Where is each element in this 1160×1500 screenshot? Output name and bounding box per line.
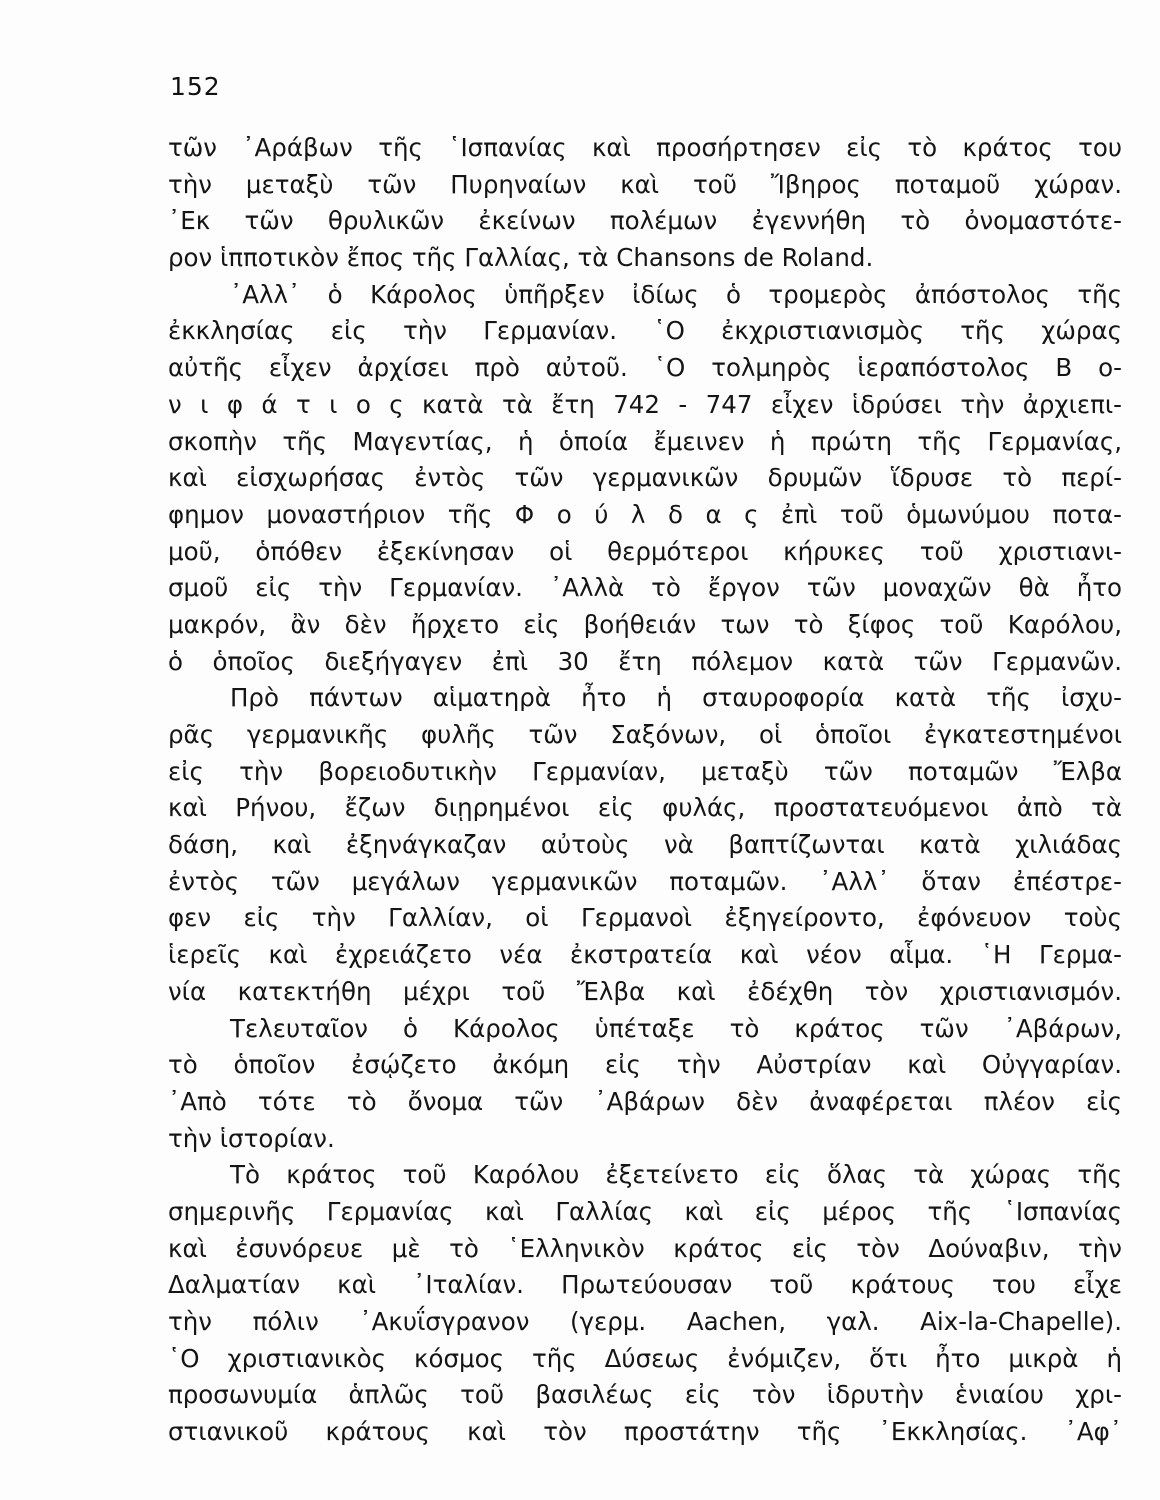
text-line: μακρόν, ἂν δὲν ἤρχετο εἰς βοήθειάν των τὸ ξίφος τοῦ Καρόλου, xyxy=(168,609,1122,639)
text-line: ἱερεῖς καὶ ἐχρειάζετο νέα ἐκστρατεία καὶ νέον αἷμα. ῾Η Γερμα- xyxy=(168,940,1122,970)
text-line: ὁ ὁποῖος διεξήγαγεν ἐπὶ 30 ἔτη πόλεμον κατὰ τῶν Γερμανῶν. xyxy=(168,646,1122,676)
text-line: καὶ εἰσχωρήσας ἐντὸς τῶν γερμανικῶν δρυμῶν ἵδρυσε τὸ περί- xyxy=(168,463,1122,493)
text-line: προσωνυμία ἁπλῶς τοῦ βασιλέως εἰς τὸν ἱδρυτὴν ἑνιαίου χρι- xyxy=(168,1380,1122,1410)
text-line: ν ι φ ά τ ι ο ς κατὰ τὰ ἔτη 742 - 747 εἶχεν ἱδρύσει τὴν ἀρχιεπι- xyxy=(168,389,1122,419)
text-line: ᾿Αλλ᾿ ὁ Κάρολος ὑπῆρξεν ἰδίως ὁ τρομερὸς ἀπόστολος τῆς xyxy=(230,279,1122,309)
text-line: αὐτῆς εἶχεν ἀρχίσει πρὸ αὐτοῦ. ῾Ο τολμηρὸς ἱεραπόστολος Β ο- xyxy=(168,353,1122,383)
text-line: φημον μοναστήριον τῆς Φ ο ύ λ δ α ς ἐπὶ τοῦ ὁμωνύμου ποτα- xyxy=(168,499,1122,529)
text-line: ῾Ο χριστιανικὸς κόσμος τῆς Δύσεως ἐνόμιζεν, ὅτι ἦτο μικρὰ ἡ xyxy=(168,1343,1122,1373)
text-line: εἰς τὴν βορειοδυτικὴν Γερμανίαν, μεταξὺ τῶν ποταμῶν Ἔλβα xyxy=(168,756,1122,786)
text-line: ἐντὸς τῶν μεγάλων γερμανικῶν ποταμῶν. ᾿Αλλ᾿ ὅταν ἐπέστρε- xyxy=(168,866,1122,896)
text-line: καὶ ἐσυνόρευε μὲ τὸ ῾Ελληνικὸν κράτος εἰς τὸν Δούναβιν, τὴν xyxy=(168,1233,1122,1263)
text-line: μοῦ, ὁπόθεν ἐξεκίνησαν οἱ θερμότεροι κήρυκες τοῦ χριστιανι- xyxy=(168,536,1122,566)
page-number: 152 xyxy=(170,72,221,101)
text-line: σημερινῆς Γερμανίας καὶ Γαλλίας καὶ εἰς μέρος τῆς ῾Ισπανίας xyxy=(168,1196,1122,1226)
text-line: τὴν ἱστορίαν. xyxy=(168,1123,335,1153)
text-line: τὴν μεταξὺ τῶν Πυρηναίων καὶ τοῦ Ἴβηρος ποταμοῦ χώραν. xyxy=(168,169,1122,199)
text-line: τῶν ᾿Αράβων τῆς ῾Ισπανίας καὶ προσήρτησεν εἰς τὸ κράτος του xyxy=(168,133,1122,162)
text-line: δάση, καὶ ἐξηνάγκαζαν αὐτοὺς νὰ βαπτίζωνται κατὰ χιλιάδας xyxy=(168,830,1122,860)
text-line: Πρὸ πάντων αἱματηρὰ ἦτο ἡ σταυροφορία κατὰ τῆς ἰσχυ- xyxy=(230,683,1122,713)
text-line: Τελευταῖον ὁ Κάρολος ὑπέταξε τὸ κράτος τῶν ᾿Αβάρων, xyxy=(230,1013,1122,1043)
body-text xyxy=(168,130,1122,1451)
text-line: ᾿Εκ τῶν θρυλικῶν ἐκείνων πολέμων ἐγεννήθη τὸ ὀνομαστότε- xyxy=(168,206,1122,236)
text-line: ρον ἱπποτικὸν ἔπος τῆς Γαλλίας, τὰ Chansons de Roland. xyxy=(168,243,874,273)
text-line: στιανικοῦ κράτους καὶ τὸν προστάτην τῆς ᾿Εκκλησίας. ᾿Αφ᾿ xyxy=(168,1417,1122,1447)
text-line: Τὸ κράτος τοῦ Καρόλου ἐξετείνετο εἰς ὅλας τὰ χώρας τῆς xyxy=(230,1160,1122,1190)
text-line: νία κατεκτήθη μέχρι τοῦ Ἔλβα καὶ ἐδέχθη τὸν χριστιανισμόν. xyxy=(168,976,1122,1006)
text-line: ρᾶς γερμανικῆς φυλῆς τῶν Σαξόνων, οἱ ὁποῖοι ἐγκατεστημένοι xyxy=(168,720,1122,749)
text-line: καὶ Ρήνου, ἔζων διῃρημένοι εἰς φυλάς, προστατευόμενοι ἀπὸ τὰ xyxy=(168,793,1122,823)
text-line: φεν εἰς τὴν Γαλλίαν, οἱ Γερμανοὶ ἐξηγείροντο, ἐφόνευον τοὺς xyxy=(168,903,1122,933)
text-line: Δαλματίαν καὶ ᾿Ιταλίαν. Πρωτεύουσαν τοῦ κράτους του εἶχε xyxy=(168,1270,1122,1300)
text-line: τὴν πόλιν ᾿Ακυΐσγρανον (γερμ. Aachen, γαλ. Aix-la-Chapelle). xyxy=(168,1307,1122,1336)
text-line: σμοῦ εἰς τὴν Γερμανίαν. ᾿Αλλὰ τὸ ἔργον τῶν μοναχῶν θὰ ἦτο xyxy=(168,573,1122,603)
text-line: ᾿Απὸ τότε τὸ ὄνομα τῶν ᾿Αβάρων δὲν ἀναφέρεται πλέον εἰς xyxy=(168,1086,1122,1116)
text-line: τὸ ὁποῖον ἐσῴζετο ἀκόμη εἰς τὴν Αὐστρίαν καὶ Οὐγγαρίαν. xyxy=(168,1050,1122,1080)
text-line: σκοπὴν τῆς Μαγεντίας, ἡ ὁποία ἔμεινεν ἡ πρώτη τῆς Γερμανίας, xyxy=(168,426,1122,456)
text-line: ἐκκλησίας εἰς τὴν Γερμανίαν. ῾Ο ἐκχριστιανισμὸς τῆς χώρας xyxy=(168,316,1122,346)
